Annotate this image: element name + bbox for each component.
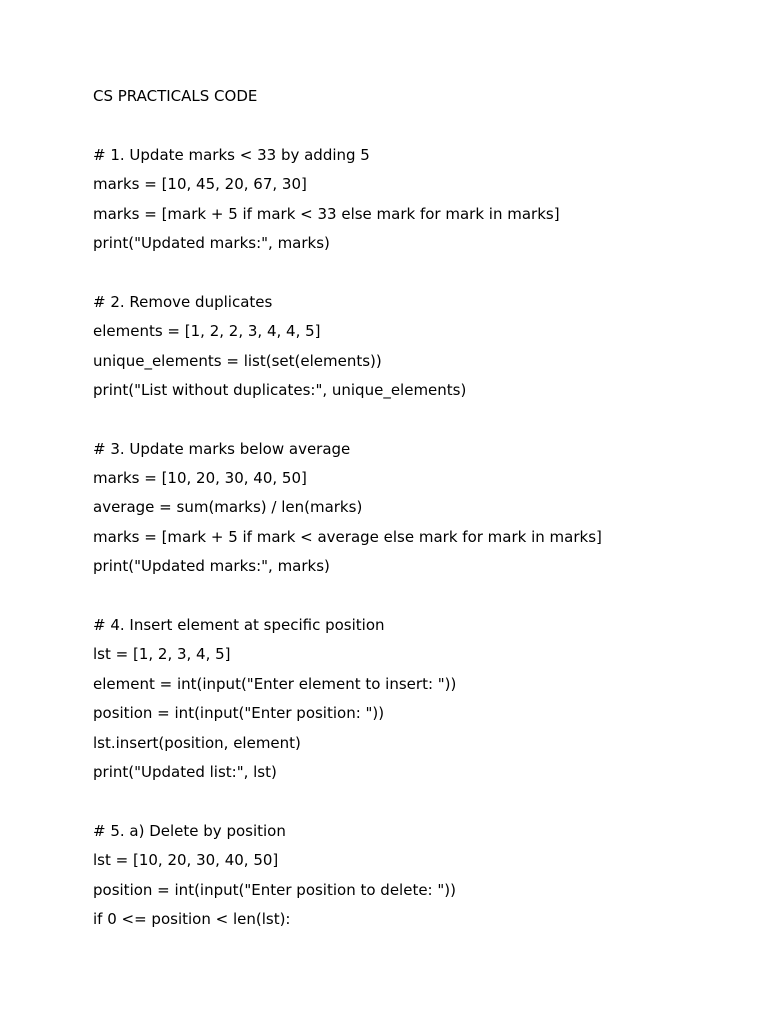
document-title: CS PRACTICALS CODE (93, 87, 258, 105)
code-line: # 5. a) Delete by position (93, 821, 286, 840)
code-line: print("Updated marks:", marks) (93, 557, 330, 576)
code-line: average = sum(marks) / len(marks) (93, 498, 363, 517)
code-line: unique_elements = list(set(elements)) (93, 351, 382, 370)
code-line: marks = [10, 45, 20, 67, 30] (93, 175, 307, 194)
code-line: position = int(input("Enter position to delete: ")) (93, 880, 456, 899)
code-line: # 3. Update marks below average (93, 439, 351, 458)
code-line: print("Updated marks:", marks) (93, 233, 330, 252)
code-line: print("Updated list:", lst) (93, 763, 277, 781)
blank-line (93, 790, 733, 819)
code-line: marks = [10, 20, 30, 40, 50] (93, 469, 307, 488)
code-line: lst.insert(position, element) (93, 733, 301, 752)
blank-line (93, 261, 733, 290)
code-section-3 (93, 438, 733, 585)
code-line: element = int(input("Enter element to insert: ")) (93, 674, 457, 693)
code-line: marks = [mark + 5 if mark < average else mark for mark in marks] (93, 527, 602, 546)
code-line: elements = [1, 2, 2, 3, 4, 4, 5] (93, 322, 321, 341)
code-section-2 (93, 291, 733, 409)
code-line: lst = [1, 2, 3, 4, 5] (93, 645, 231, 664)
code-line: if 0 <= position < len(lst): (93, 909, 291, 928)
document-page (93, 85, 733, 937)
code-line: # 2. Remove duplicates (93, 292, 273, 311)
code-section-5 (93, 820, 733, 938)
code-line: # 1. Update marks < 33 by adding 5 (93, 145, 370, 164)
code-line: lst = [10, 20, 30, 40, 50] (93, 851, 279, 870)
code-line: marks = [mark + 5 if mark < 33 else mark for mark in marks] (93, 204, 560, 223)
code-section-1 (93, 144, 733, 262)
blank-line (93, 408, 733, 437)
blank-line (93, 585, 733, 614)
code-line: print("List without duplicates:", unique_elements) (93, 380, 467, 399)
code-line: position = int(input("Enter position: ")) (93, 704, 385, 723)
code-line: # 4. Insert element at specific position (93, 616, 385, 635)
code-section-4 (93, 614, 733, 790)
